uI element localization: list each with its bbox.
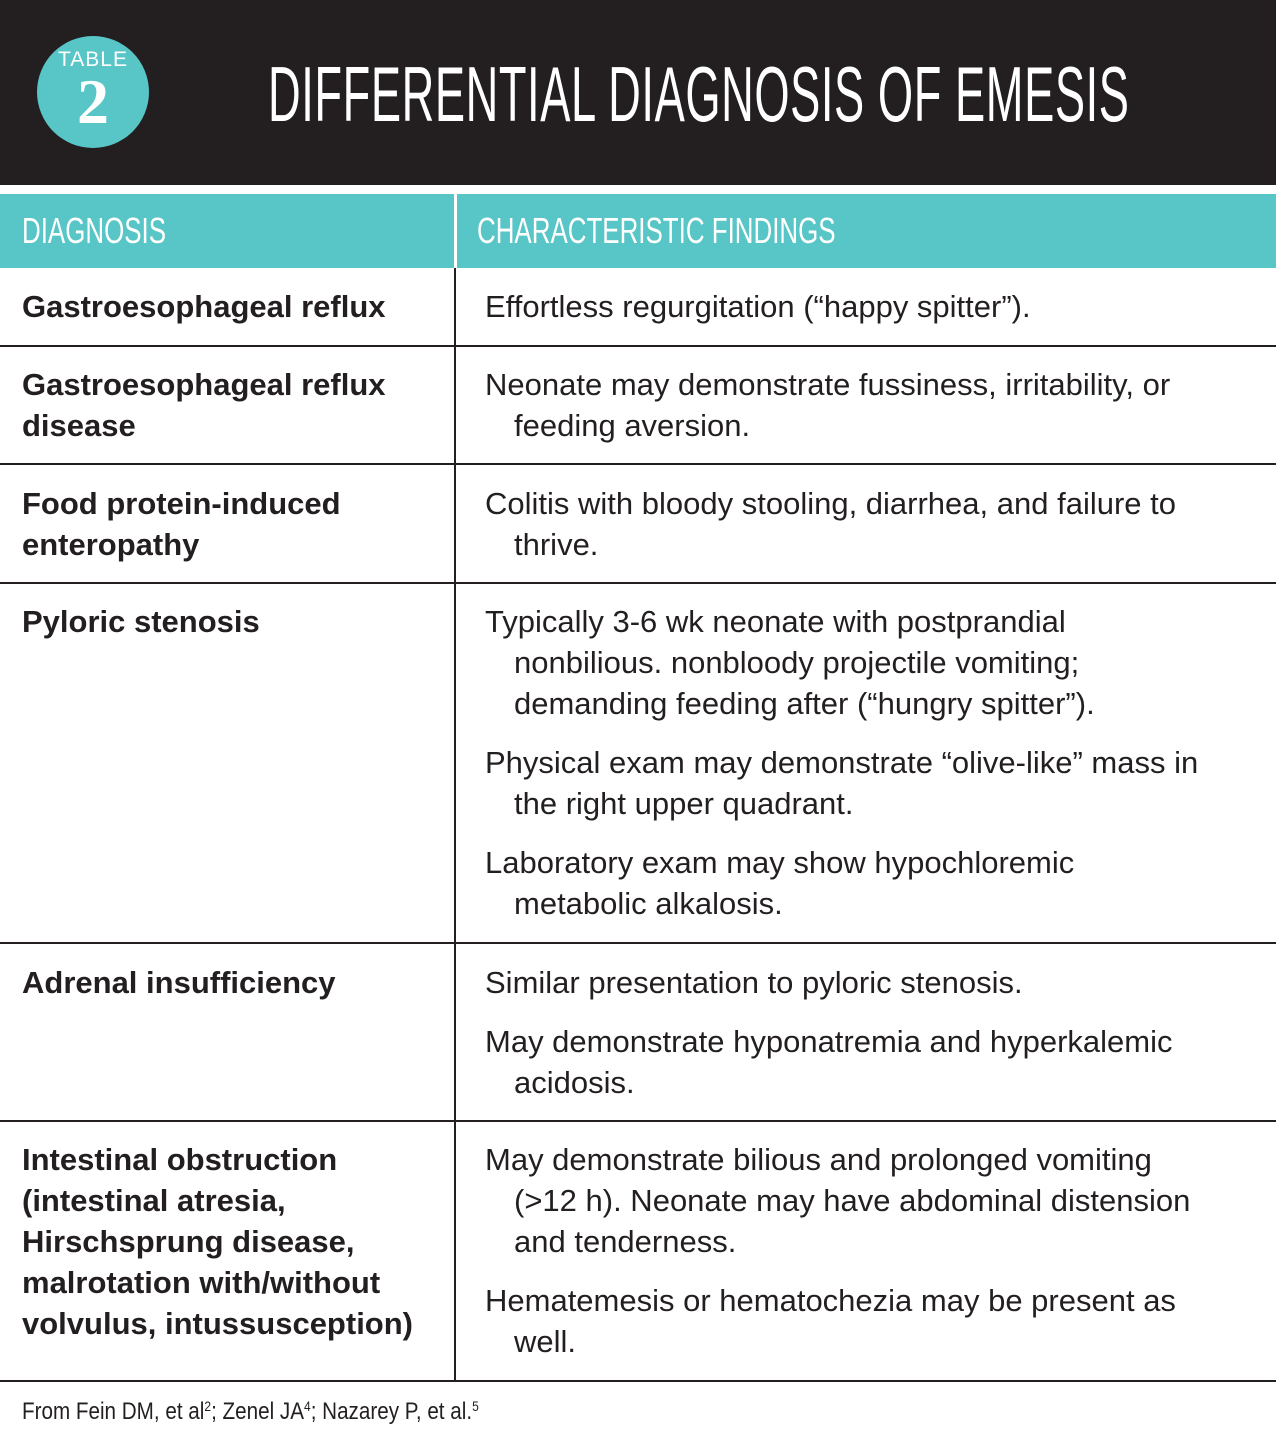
finding-line: Laboratory exam may show hypochloremic (485, 845, 1075, 880)
diagnosis-line: disease (22, 408, 136, 443)
finding-paragraph (485, 364, 1170, 446)
finding-line: feeding aversion. (514, 408, 751, 443)
finding-paragraph (485, 962, 1023, 1003)
finding-paragraph (485, 1280, 1176, 1362)
row-divider (0, 942, 1276, 944)
diagnosis-line: Pyloric stenosis (22, 604, 260, 639)
finding-line: nonbilious. nonbloody projectile vomiting; (514, 645, 1080, 680)
finding-line: demanding feeding after (“hungry spitter”). (514, 686, 1095, 721)
diagnosis-line: Gastroesophageal reflux (22, 289, 386, 324)
badge-label: TABLE (58, 48, 128, 71)
diagnosis-cell (22, 364, 442, 446)
diagnosis-cell (22, 962, 442, 1003)
finding-paragraph (485, 742, 1198, 824)
source-citation: From Fein DM, et $al^2$; Zenel $JA^4$; Nazarey P, et al.$^5$ (22, 1398, 479, 1425)
diagnosis-line: (intestinal atresia, (22, 1183, 286, 1218)
finding-line: Hematemesis or hematochezia may be present as (485, 1283, 1176, 1318)
finding-line: Similar presentation to pyloric stenosis. (485, 965, 1023, 1000)
finding-line: Typically 3-6 wk neonate with postprandial (485, 604, 1066, 639)
diagnosis-line: volvulus, intussusception) (22, 1306, 413, 1341)
diagnosis-cell (22, 601, 442, 642)
diagnosis-cell (22, 286, 442, 327)
finding-line: Effortless regurgitation (“happy spitter”). (485, 289, 1031, 324)
diagnosis-line: Gastroesophageal reflux (22, 367, 386, 402)
finding-line: May demonstrate hyponatremia and hyperkalemic (485, 1024, 1173, 1059)
finding-paragraph (485, 483, 1176, 565)
column-header-diagnosis: DIAGNOSIS (0, 194, 454, 268)
finding-line: acidosis. (514, 1065, 635, 1100)
row-divider (0, 345, 1276, 347)
badge-number: 2 (77, 66, 109, 137)
column-divider (454, 268, 456, 1381)
finding-paragraph (485, 1021, 1173, 1103)
finding-paragraph (485, 286, 1031, 327)
finding-line: and tenderness. (514, 1224, 737, 1259)
column-header-findings: CHARACTERISTIC FINDINGS (457, 194, 1276, 268)
finding-line: metabolic alkalosis. (514, 886, 783, 921)
finding-line: Physical exam may demonstrate “olive-like” mass in (485, 745, 1199, 780)
diagnosis-cell (22, 1139, 442, 1344)
finding-line: May demonstrate bilious and prolonged vomiting (485, 1142, 1152, 1177)
finding-line: the right upper quadrant. (514, 786, 854, 821)
table-title: DIFFERENTIAL DIAGNOSIS OF EMESIS (268, 50, 1130, 138)
diagnosis-line: Hirschsprung disease, (22, 1224, 355, 1259)
row-divider (0, 1120, 1276, 1122)
row-divider (0, 463, 1276, 465)
diagnosis-line: malrotation with/without (22, 1265, 381, 1300)
row-divider (0, 1380, 1276, 1382)
finding-line: Colitis with bloody stooling, diarrhea, and failure to (485, 486, 1176, 521)
finding-paragraph (485, 1139, 1190, 1262)
finding-line: thrive. (514, 527, 599, 562)
diagnosis-line: Adrenal insufficiency (22, 965, 336, 1000)
diagnosis-line: Intestinal obstruction (22, 1142, 338, 1177)
diagnosis-cell (22, 483, 442, 565)
row-divider (0, 582, 1276, 584)
finding-line: Neonate may demonstrate fussiness, irritability, or (485, 367, 1171, 402)
finding-line: (>12 h). Neonate may have abdominal distension (514, 1183, 1191, 1218)
diagnosis-line: Food protein-induced (22, 486, 341, 521)
table-number-badge (37, 36, 149, 148)
finding-paragraph (485, 601, 1095, 724)
finding-line: well. (514, 1324, 577, 1359)
finding-paragraph (485, 842, 1074, 924)
diagnosis-line: enteropathy (22, 527, 200, 562)
table-header-bar (0, 0, 1276, 185)
